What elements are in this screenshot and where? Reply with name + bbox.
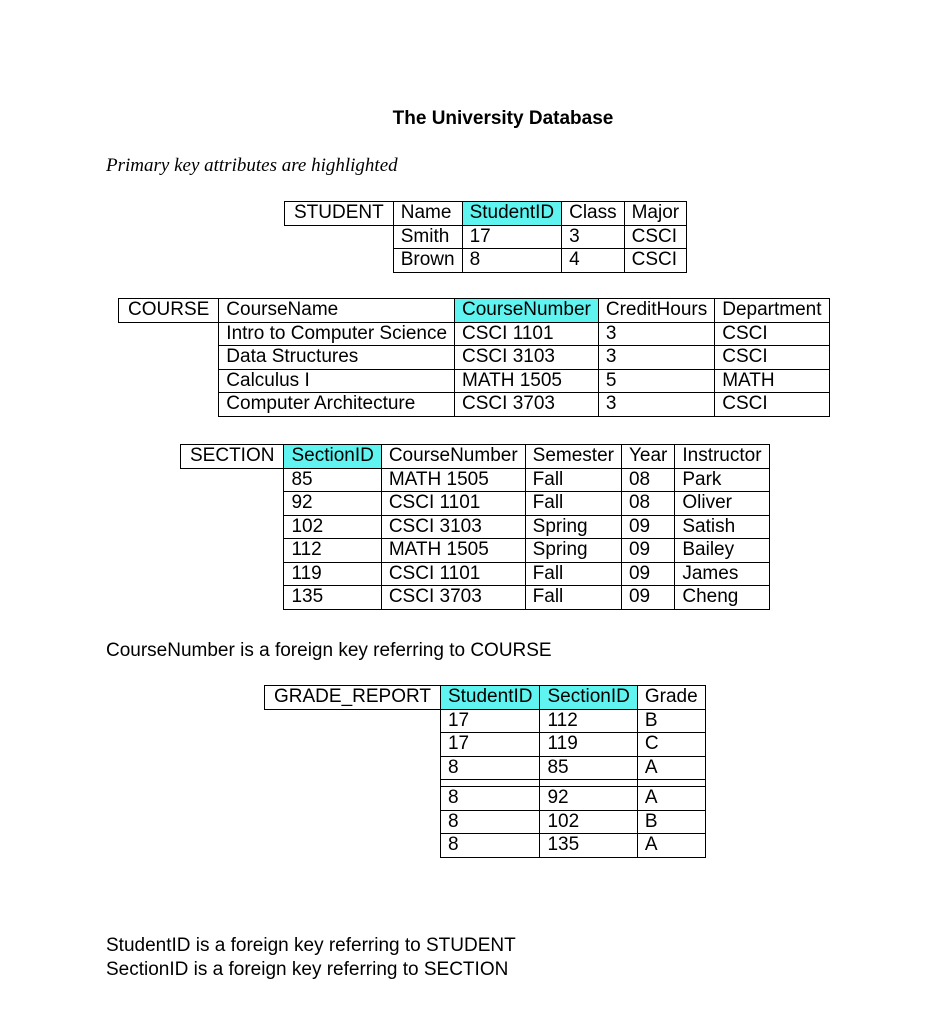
column-header: Instructor bbox=[675, 445, 769, 469]
table-cell: MATH bbox=[715, 369, 829, 393]
table-cell: Computer Architecture bbox=[219, 393, 455, 417]
table-cell: 17 bbox=[440, 709, 540, 733]
table-cell: 8 bbox=[440, 787, 540, 811]
table-cell: MATH 1505 bbox=[381, 468, 525, 492]
primary-key-header: StudentID bbox=[462, 202, 562, 226]
table-cell: Fall bbox=[525, 586, 621, 610]
table-cell: Calculus I bbox=[219, 369, 455, 393]
relation-name: GRADE_REPORT bbox=[265, 686, 441, 710]
table-row bbox=[119, 346, 830, 370]
table-row bbox=[181, 468, 770, 492]
column-header: Semester bbox=[525, 445, 621, 469]
table-cell: CSCI bbox=[715, 393, 829, 417]
primary-key-header: SectionID bbox=[284, 445, 381, 469]
column-header: CreditHours bbox=[598, 299, 714, 323]
table-row bbox=[119, 322, 830, 346]
table-cell: 85 bbox=[540, 756, 637, 780]
table-cell: Park bbox=[675, 468, 769, 492]
table-cell: 102 bbox=[540, 810, 637, 834]
table-cell: 17 bbox=[440, 733, 540, 757]
table-cell: Fall bbox=[525, 492, 621, 516]
table-row bbox=[265, 709, 706, 733]
table-cell: Bailey bbox=[675, 539, 769, 563]
table-cell: 8 bbox=[440, 834, 540, 858]
table-header-row bbox=[119, 299, 830, 323]
table-cell: 3 bbox=[562, 225, 625, 249]
table-cell: 102 bbox=[284, 515, 381, 539]
course-table bbox=[118, 298, 830, 417]
table-cell: 112 bbox=[540, 709, 637, 733]
table-cell: Cheng bbox=[675, 586, 769, 610]
table-cell: 8 bbox=[462, 249, 562, 273]
table-cell: CSCI 3703 bbox=[455, 393, 599, 417]
table-cell: 85 bbox=[284, 468, 381, 492]
table-cell: Smith bbox=[393, 225, 462, 249]
student-foreign-key-note: StudentID is a foreign key referring to STUDENT bbox=[106, 935, 516, 956]
table-cell: Spring bbox=[525, 539, 621, 563]
table-row bbox=[285, 225, 687, 249]
primary-key-header: SectionID bbox=[540, 686, 637, 710]
table-row bbox=[265, 756, 706, 780]
table-cell: Fall bbox=[525, 562, 621, 586]
table-cell: CSCI bbox=[715, 322, 829, 346]
table-row bbox=[285, 249, 687, 273]
student-table bbox=[284, 201, 687, 273]
table-cell: B bbox=[637, 810, 705, 834]
table-cell: Spring bbox=[525, 515, 621, 539]
table-cell: CSCI 1101 bbox=[455, 322, 599, 346]
table-cell: CSCI bbox=[715, 346, 829, 370]
column-header: Major bbox=[624, 202, 687, 226]
relation-name: STUDENT bbox=[285, 202, 394, 226]
table-cell: Data Structures bbox=[219, 346, 455, 370]
table-cell: B bbox=[637, 709, 705, 733]
table-cell: CSCI 3103 bbox=[381, 515, 525, 539]
table-cell: 09 bbox=[621, 562, 674, 586]
relation-name: COURSE bbox=[119, 299, 219, 323]
table-row bbox=[181, 492, 770, 516]
page-title: The University Database bbox=[392, 108, 614, 129]
table-cell: CSCI 1101 bbox=[381, 562, 525, 586]
table-row bbox=[119, 369, 830, 393]
section-foreign-key-note-2: SectionID is a foreign key referring to SECTION bbox=[106, 959, 509, 980]
table-row bbox=[119, 393, 830, 417]
table-cell: 8 bbox=[440, 756, 540, 780]
section-foreign-key-note: CourseNumber is a foreign key referring to COURSE bbox=[106, 640, 552, 661]
table-cell: 92 bbox=[540, 787, 637, 811]
table-cell: 112 bbox=[284, 539, 381, 563]
table-cell: 09 bbox=[621, 586, 674, 610]
table-row bbox=[265, 787, 706, 811]
table-cell: CSCI 3703 bbox=[381, 586, 525, 610]
grade-foreign-key-notes bbox=[106, 934, 516, 982]
table-cell: 09 bbox=[621, 515, 674, 539]
column-header: CourseName bbox=[219, 299, 455, 323]
table-row bbox=[265, 834, 706, 858]
table-cell: Fall bbox=[525, 468, 621, 492]
table-cell: 5 bbox=[598, 369, 714, 393]
table-cell: Oliver bbox=[675, 492, 769, 516]
table-cell: Brown bbox=[393, 249, 462, 273]
table-cell: 92 bbox=[284, 492, 381, 516]
table-cell: MATH 1505 bbox=[381, 539, 525, 563]
column-header: Department bbox=[715, 299, 829, 323]
table-cell: 119 bbox=[284, 562, 381, 586]
table-cell: 4 bbox=[562, 249, 625, 273]
table-cell: A bbox=[637, 787, 705, 811]
table-row bbox=[181, 586, 770, 610]
table-cell: CSCI bbox=[624, 225, 687, 249]
table-cell: 135 bbox=[284, 586, 381, 610]
subtitle: Primary key attributes are highlighted bbox=[106, 155, 398, 176]
table-cell: CSCI bbox=[624, 249, 687, 273]
relation-name: SECTION bbox=[181, 445, 284, 469]
table-cell: James bbox=[675, 562, 769, 586]
table-cell: 8 bbox=[440, 810, 540, 834]
column-header: Year bbox=[621, 445, 674, 469]
table-cell: 08 bbox=[621, 492, 674, 516]
table-header-row bbox=[265, 686, 706, 710]
table-header-row bbox=[285, 202, 687, 226]
table-cell: 119 bbox=[540, 733, 637, 757]
table-cell: Satish bbox=[675, 515, 769, 539]
primary-key-header: StudentID bbox=[440, 686, 540, 710]
table-row-gap bbox=[265, 780, 706, 787]
table-cell: 08 bbox=[621, 468, 674, 492]
table-row bbox=[265, 810, 706, 834]
table-row bbox=[181, 539, 770, 563]
table-row bbox=[181, 515, 770, 539]
table-cell: CSCI 3103 bbox=[455, 346, 599, 370]
table-cell: 09 bbox=[621, 539, 674, 563]
table-header-row bbox=[181, 445, 770, 469]
table-cell: A bbox=[637, 756, 705, 780]
column-header: Grade bbox=[637, 686, 705, 710]
primary-key-header: CourseNumber bbox=[455, 299, 599, 323]
table-cell: 17 bbox=[462, 225, 562, 249]
table-cell: CSCI 1101 bbox=[381, 492, 525, 516]
table-cell: 3 bbox=[598, 393, 714, 417]
column-header: CourseNumber bbox=[381, 445, 525, 469]
column-header: Class bbox=[562, 202, 625, 226]
table-cell: MATH 1505 bbox=[455, 369, 599, 393]
column-header: Name bbox=[393, 202, 462, 226]
table-cell: C bbox=[637, 733, 705, 757]
table-row bbox=[181, 562, 770, 586]
table-cell: Intro to Computer Science bbox=[219, 322, 455, 346]
table-cell: 135 bbox=[540, 834, 637, 858]
grade-report-table bbox=[264, 685, 706, 858]
table-cell: A bbox=[637, 834, 705, 858]
table-row bbox=[265, 733, 706, 757]
section-table bbox=[180, 444, 770, 610]
table-cell: 3 bbox=[598, 346, 714, 370]
table-cell: 3 bbox=[598, 322, 714, 346]
